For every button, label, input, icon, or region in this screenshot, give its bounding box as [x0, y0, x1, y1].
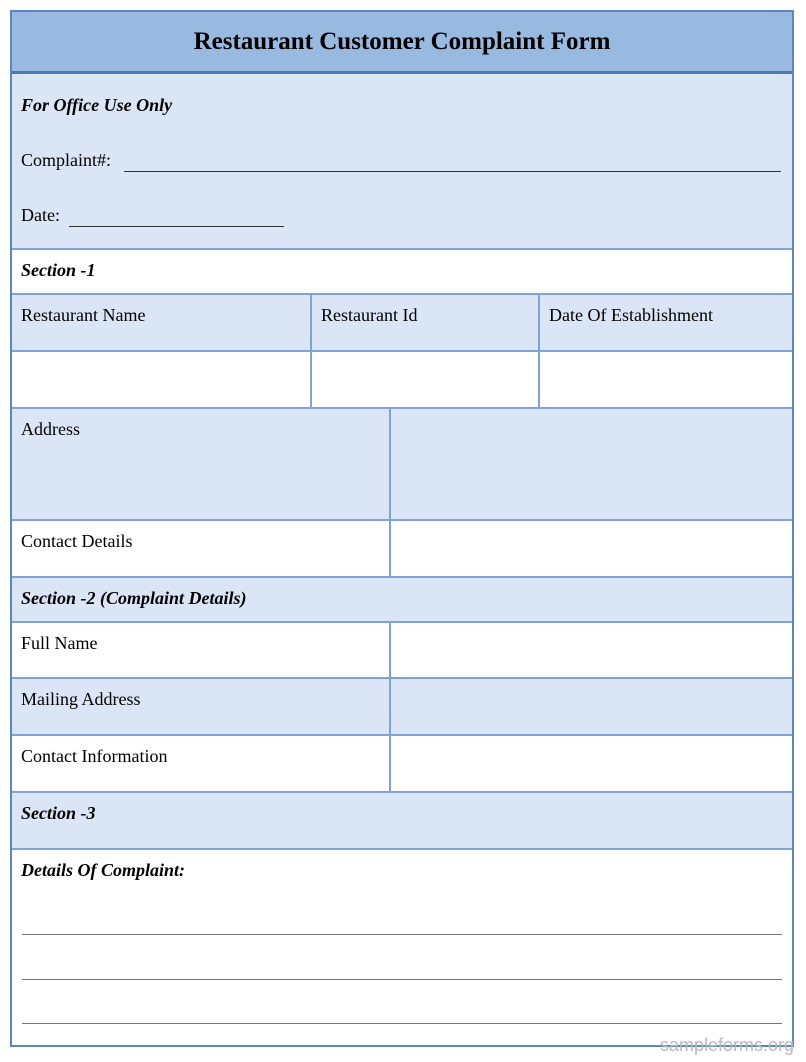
section-2-header [12, 578, 792, 623]
form-title: Restaurant Customer Complaint Form [193, 27, 611, 55]
restaurant-id-field[interactable] [310, 352, 538, 407]
complaint-number-label: Complaint#: [21, 150, 111, 170]
contact-details-row [12, 521, 792, 578]
contact-details-label: Contact Details [21, 531, 133, 551]
section-3-header [12, 793, 792, 850]
date-field[interactable] [69, 226, 284, 227]
contact-information-row [12, 736, 792, 793]
restaurant-name-header: Restaurant Name [21, 305, 146, 325]
details-section [12, 850, 792, 1047]
restaurant-id-header: Restaurant Id [310, 295, 538, 350]
complaint-number-field[interactable] [124, 171, 781, 172]
full-name-label: Full Name [21, 633, 98, 653]
date-label: Date: [21, 205, 60, 225]
full-name-label-cell [12, 623, 389, 677]
address-label: Address [21, 419, 80, 439]
address-field[interactable] [389, 409, 792, 519]
title-bar [12, 12, 792, 74]
details-of-complaint-label: Details Of Complaint: [21, 860, 186, 880]
contact-details-label-cell [12, 521, 389, 576]
mailing-address-label-cell [12, 679, 389, 734]
restaurant-input-row [12, 352, 792, 409]
watermark: sampleforms.org [659, 1035, 794, 1055]
details-line-3[interactable] [22, 1023, 782, 1024]
full-name-field[interactable] [389, 623, 792, 677]
address-row [12, 409, 792, 521]
details-line-2[interactable] [22, 979, 782, 980]
mailing-address-field[interactable] [389, 679, 792, 734]
section-3-heading: Section -3 [21, 803, 96, 823]
section-1-heading: Section -1 [21, 260, 96, 280]
contact-information-label-cell [12, 736, 389, 791]
full-name-row [12, 623, 792, 679]
date-of-establishment-field[interactable] [538, 352, 792, 407]
mailing-address-row [12, 679, 792, 736]
date-of-establishment-header: Date Of Establishment [538, 295, 792, 350]
mailing-address-label: Mailing Address [21, 689, 141, 709]
office-use-section [12, 74, 792, 250]
contact-information-field[interactable] [389, 736, 792, 791]
restaurant-name-field[interactable] [12, 352, 310, 407]
contact-details-field[interactable] [389, 521, 792, 576]
complaint-form [10, 10, 794, 1047]
office-use-heading: For Office Use Only [21, 95, 173, 115]
address-label-cell [12, 409, 389, 519]
section-2-heading: Section -2 (Complaint Details) [21, 588, 247, 608]
restaurant-header-row [12, 295, 792, 352]
details-line-1[interactable] [22, 934, 782, 935]
contact-information-label: Contact Information [21, 746, 168, 766]
section-1-header [12, 250, 792, 295]
